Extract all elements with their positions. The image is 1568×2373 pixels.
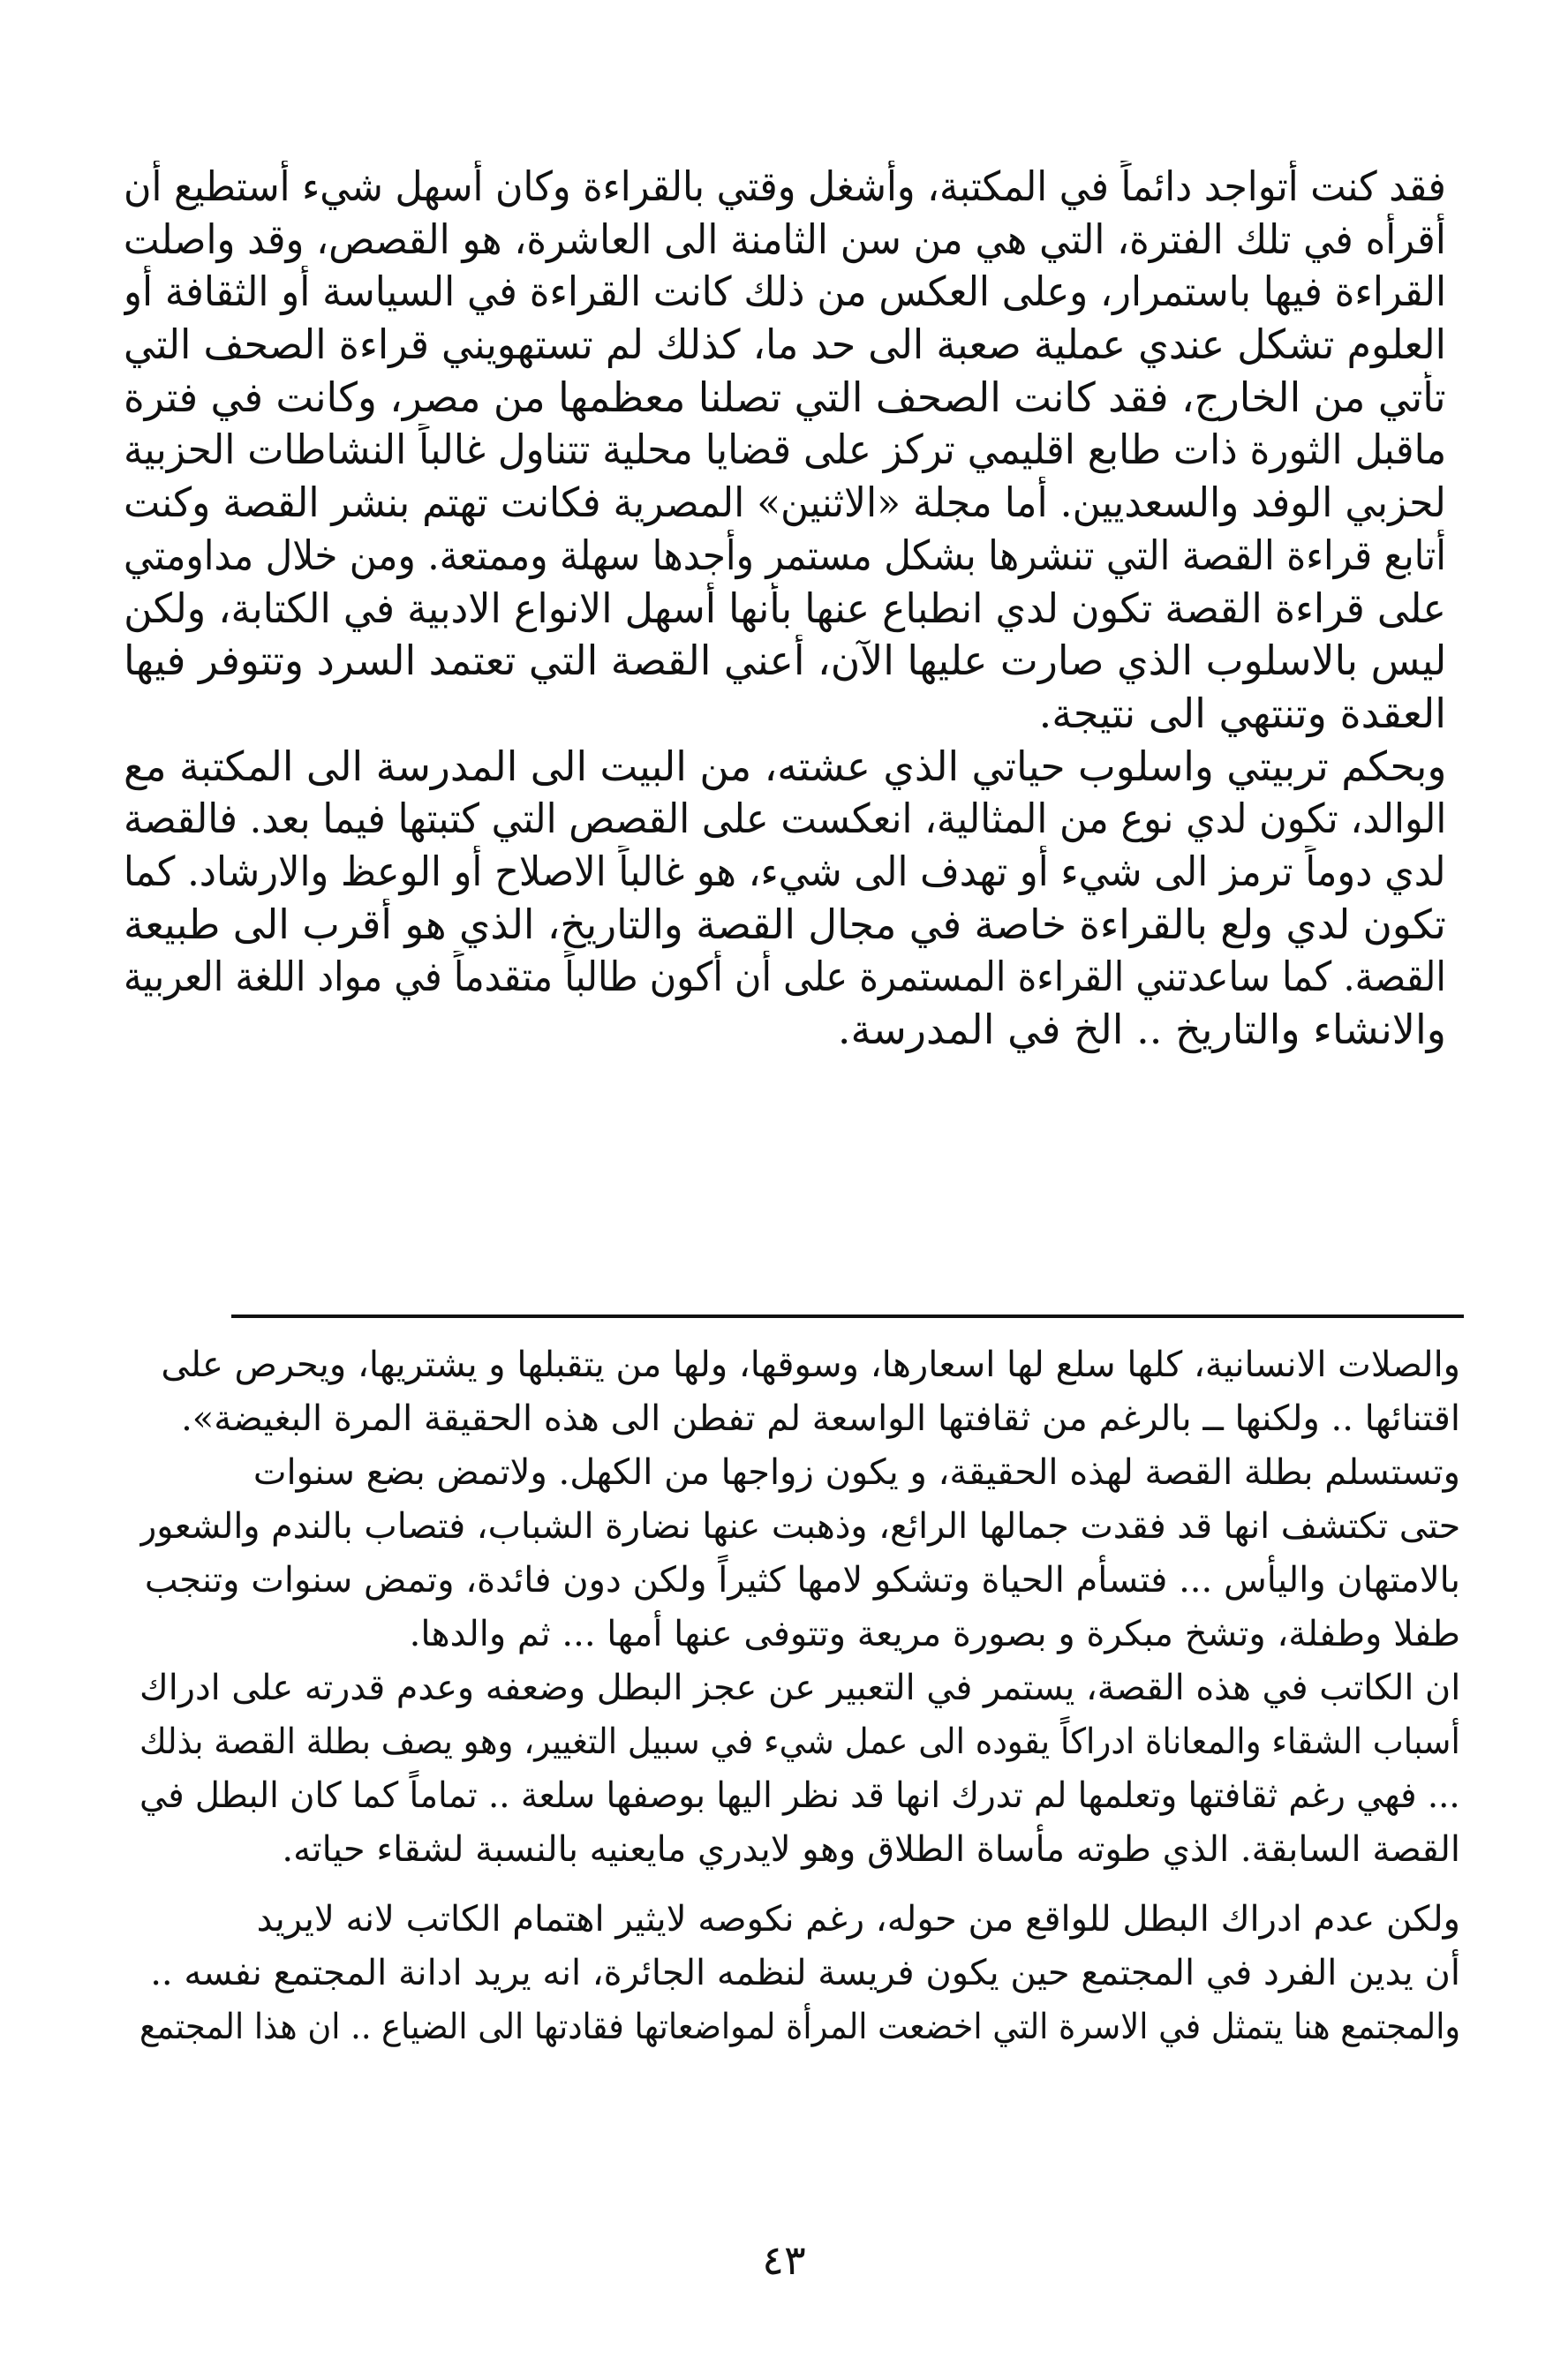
text-line: لحزبي الوفد والسعديين. أما مجلة «الاثنين» المصرية فكانت تهتم بنشر القصة وكنت bbox=[124, 478, 1446, 527]
text-line: والمجتمع هنا يتمثل في الاسرة التي اخضعت المرأة لمواضعاتها فقادتها الى الضياع .. ان هذا المجتمع bbox=[139, 2007, 1460, 2047]
main-body-text bbox=[124, 161, 1446, 1057]
text-line: ماقبل الثورة ذات طابع اقليمي تركز على قضايا محلية تتناول غالباً النشاطات الحزبية bbox=[124, 426, 1446, 474]
text-line: القصة السابقة. الذي طوته مأساة الطلاق وهو لايدري مايعنيه بالنسبة لشقاء حياته. bbox=[282, 1829, 1460, 1870]
text-line: القصة. كما ساعدتني القراءة المستمرة على أن أكون طالباً متقدماً في مواد اللغة العربية bbox=[124, 953, 1446, 1001]
text-line: أن يدين الفرد في المجتمع حين يكون فريسة لنظمه الجائرة، انه يريد ادانة المجتمع نفسه .. bbox=[150, 1953, 1460, 1993]
text-line: وبحكم تربيتي واسلوب حياتي الذي عشته، من البيت الى المدرسة الى المكتبة مع bbox=[124, 742, 1446, 790]
text-line: العقدة وتنتهي الى نتيجة. bbox=[1038, 689, 1446, 737]
text-line: طفلا وطفلة، وتشخ مبكرة و بصورة مريعة وتتوفى عنها أمها ... ثم والدها. bbox=[409, 1614, 1460, 1654]
text-line: والصلات الانسانية، كلها سلع لها اسعارها، وسوقها، ولها من يتقبلها و يشتريها، ويحرص على bbox=[161, 1345, 1460, 1385]
text-line: بالامتهان واليأس ... فتسأم الحياة وتشكو لامها كثيراً ولكن دون فائدة، وتمض سنوات وتنجب bbox=[144, 1560, 1460, 1601]
text-line: ان الكاتب في هذه القصة، يستمر في التعبير عن عجز البطل وضعفه وعدم قدرته على ادراك bbox=[139, 1668, 1460, 1708]
text-line: تكون لدي ولع بالقراءة خاصة في مجال القصة والتاريخ، الذي هو أقرب الى طبيعة bbox=[124, 900, 1446, 948]
text-line: ولكن عدم ادراك البطل للواقع من حوله، رغم نكوصه لايثير اهتمام الكاتب لانه لايريد bbox=[256, 1899, 1460, 1940]
text-line: لدي دوماً ترمز الى شيء أو تهدف الى شيء، هو غالباً الاصلاح أو الوعظ والارشاد. كما bbox=[124, 847, 1446, 895]
text-line: ... فهي رغم ثقافتها وتعلمها لم تدرك انها قد نظر اليها بوصفها سلعة .. تماماً كما كان البطل في bbox=[139, 1775, 1460, 1816]
text-line: تأتي من الخارج، فقد كانت الصحف التي تصلنا معظمها من مصر، وكانت في فترة bbox=[124, 373, 1446, 421]
section-divider bbox=[231, 1315, 1464, 1318]
text-line: حتى تكتشف انها قد فقدت جمالها الرائع، وذهبت عنها نضارة الشباب، فتصاب بالندم والشعور bbox=[139, 1506, 1460, 1547]
text-line: على قراءة القصة تكون لدي انطباع عنها بأنها أسهل الانواع الادبية في الكتابة، ولكن bbox=[124, 584, 1446, 632]
text-line: أتابع قراءة القصة التي تنشرها بشكل مستمر وأجدها سهلة وممتعة. ومن خلال مداومتي bbox=[124, 531, 1446, 579]
text-line: فقد كنت أتواجد دائماً في المكتبة، وأشغل وقتي بالقراءة وكان أسهل شيء أستطيع أن bbox=[124, 162, 1446, 210]
text-line: القراءة فيها باستمرار، وعلى العكس من ذلك كانت القراءة في السياسة أو الثقافة أو bbox=[124, 267, 1446, 316]
text-line: أسباب الشقاء والمعاناة ادراكاً يقوده الى عمل شيء في سبيل التغيير، وهو يصف بطلة القصة بذلك bbox=[139, 1721, 1460, 1762]
text-line: والانشاء والتاريخ .. الخ في المدرسة. bbox=[837, 1006, 1446, 1053]
text-line: الوالد، تكون لدي نوع من المثالية، انعكست على القصص التي كتبتها فيما بعد. فالقصة bbox=[124, 795, 1446, 843]
text-line: أقرأه في تلك الفترة، التي هي من سن الثامنة الى العاشرة، هو القصص، وقد واصلت bbox=[124, 215, 1446, 263]
text-line: وتستسلم بطلة القصة لهذه الحقيقة، و يكون زواجها من الكهل. ولاتمض بضع سنوات bbox=[253, 1452, 1460, 1493]
lower-body-text bbox=[139, 1338, 1460, 2054]
text-line: العلوم تشكل عندي عملية صعبة الى حد ما، كذلك لم تستهويني قراءة الصحف التي bbox=[124, 320, 1446, 369]
text-line: ليس بالاسلوب الذي صارت عليها الآن، أعني القصة التي تعتمد السرد وتتوفر فيها bbox=[124, 637, 1446, 685]
text-line: اقتنائها .. ولكنها ــ بالرغم من ثقافتها الواسعة لم تفطن الى هذه الحقيقة المرة البغيضة». bbox=[181, 1398, 1460, 1439]
page-number: ٤٣ bbox=[762, 2236, 806, 2284]
